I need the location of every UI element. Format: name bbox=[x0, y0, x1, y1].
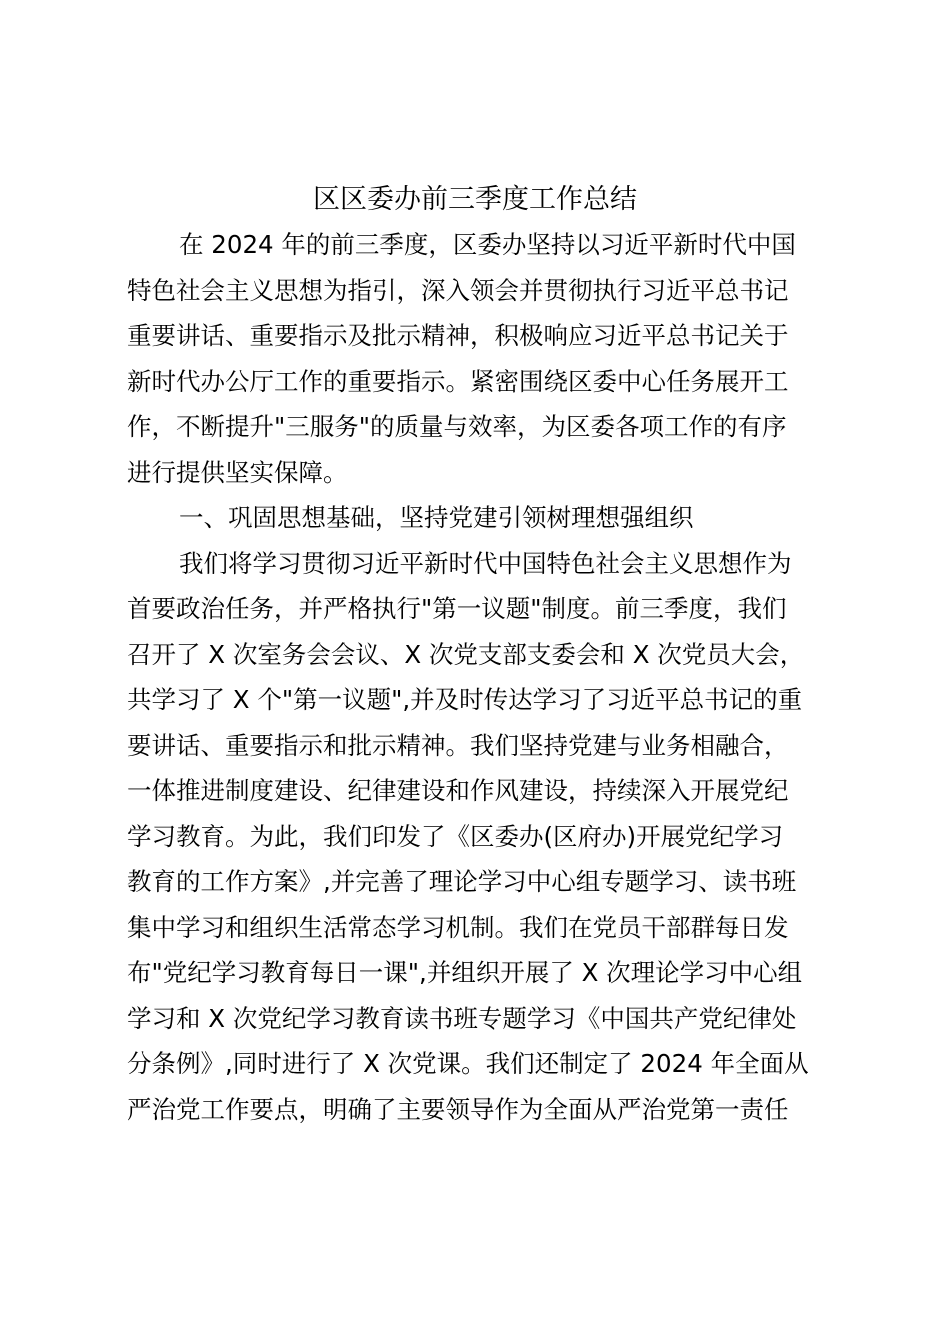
paragraph-line: 作，不断提升"三服务"的质量与效率，为区委各项工作的有序 bbox=[127, 412, 787, 441]
paragraph-line: 共学习了 X 个"第一议题",并及时传达学习了习近平总书记的重 bbox=[127, 685, 803, 714]
paragraph-line: 集中学习和组织生活常态学习机制。我们在党员干部群每日发 bbox=[127, 912, 789, 942]
paragraph-line: 重要讲话、重要指示及批示精神，积极响应习近平总书记关于 bbox=[127, 321, 789, 350]
paragraph-line: 要讲话、重要指示和批示精神。我们坚持党建与业务相融合， bbox=[127, 730, 789, 760]
section-heading: 一、巩固思想基础，坚持党建引领树理想强组织 bbox=[179, 503, 694, 532]
paragraph-line: 教育的工作方案》,并完善了理论学习中心组专题学习、读书班 bbox=[127, 867, 797, 896]
paragraph-line: 我们将学习贯彻习近平新时代中国特色社会主义思想作为 bbox=[179, 548, 792, 578]
paragraph-line: 进行提供坚实保障。 bbox=[127, 457, 348, 487]
paragraph-line: 学习教育。为此，我们印发了《区委办(区府办)开展党纪学习 bbox=[127, 821, 784, 851]
paragraph-line: 布"党纪学习教育每日一课",并组织开展了 X 次理论学习中心组 bbox=[127, 958, 803, 987]
paragraph-line: 首要政治任务，并严格执行"第一议题"制度。前三季度，我们 bbox=[127, 594, 787, 623]
paragraph-line: 召开了 X 次室务会会议、X 次党支部支委会和 X 次党员大会， bbox=[127, 639, 805, 669]
paragraph-line: 新时代办公厅工作的重要指示。紧密围绕区委中心任务展开工 bbox=[127, 366, 789, 396]
paragraph-line: 特色社会主义思想为指引，深入领会并贯彻执行习近平总书记 bbox=[127, 275, 789, 305]
paragraph-line: 分条例》,同时进行了 X 次党课。我们还制定了 2024 年全面从 bbox=[127, 1049, 809, 1078]
document-title: 区区委办前三季度工作总结 bbox=[313, 184, 637, 215]
paragraph-line: 严治党工作要点，明确了主要领导作为全面从严治党第一责任 bbox=[127, 1094, 789, 1124]
paragraph-line: 学习和 X 次党纪学习教育读书班专题学习《中国共产党纪律处 bbox=[127, 1003, 797, 1033]
paragraph-line: 一体推进制度建设、纪律建设和作风建设，持续深入开展党纪 bbox=[127, 776, 789, 805]
paragraph-line: 在 2024 年的前三季度，区委办坚持以习近平新时代中国 bbox=[179, 230, 796, 259]
document-body bbox=[127, 222, 847, 1132]
